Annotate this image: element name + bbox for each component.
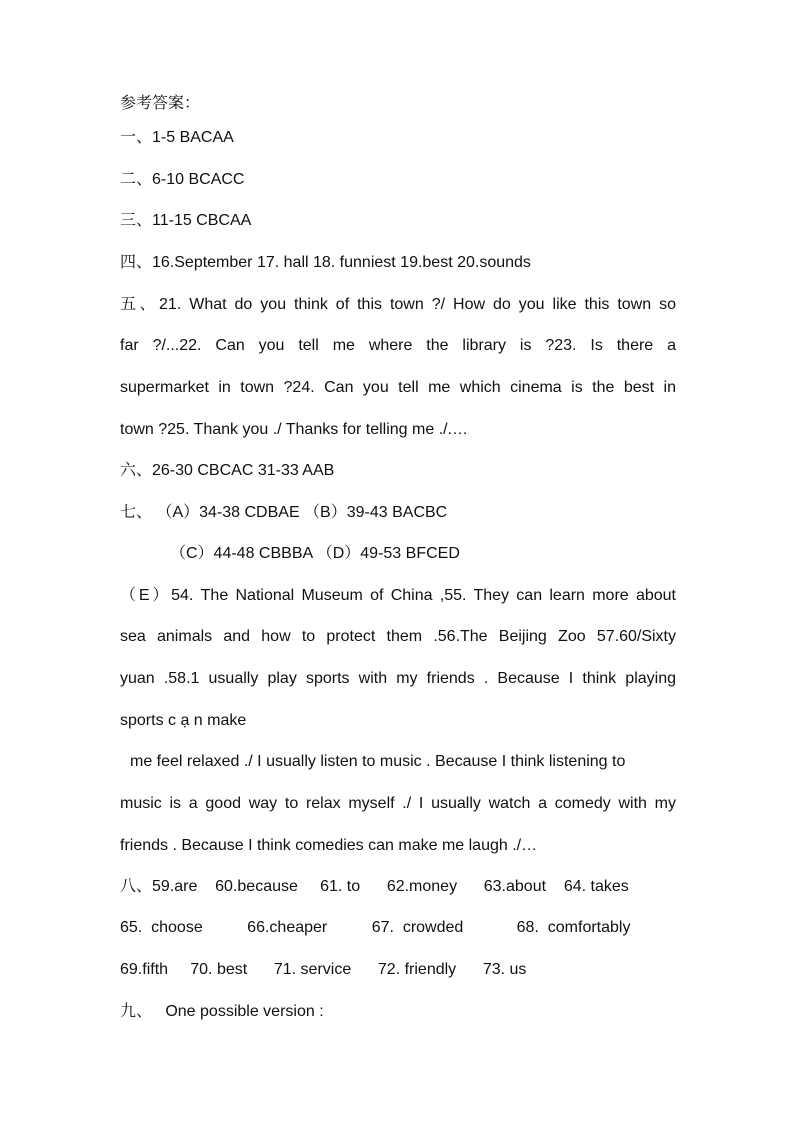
section-6-answers: 六、26-30 CBCAC 31-33 AAB <box>120 462 335 479</box>
section-7e-line-5: me feel relaxed ./ I usually listen to music . Because I think listening to <box>130 753 626 770</box>
section-7e-line-7: friends . Because I think comedies can make me laugh ./… <box>120 837 538 854</box>
section-9-heading: 九、 One possible version : <box>120 1003 324 1020</box>
section-7e-line-3: yuan .58.1 usually play sports with my friends . Because I think playing <box>120 670 676 687</box>
section-7-line-1: 七、 （A）34-38 CDBAE （B）39-43 BACBC <box>120 504 448 521</box>
section-7e-line-4: sports c ạ n make <box>120 712 247 729</box>
section-8-line-3: 69.fifth 70. best 71. service 72. friendly 73. us <box>120 961 527 978</box>
section-5-line-4: town ?25. Thank you ./ Thanks for telling me ./.… <box>120 421 469 438</box>
section-5-line-1: 五、21. What do you think of this town ?/ How do you like this town so <box>120 296 676 313</box>
section-1-answers: 一、1-5 BACAA <box>120 129 234 146</box>
section-7e-line-6: music is a good way to relax myself ./ I usually watch a comedy with my <box>120 795 676 812</box>
section-3-answers: 三、11-15 CBCAA <box>120 212 252 229</box>
section-5-line-2: far ?/...22. Can you tell me where the library is ?23. Is there a <box>120 337 676 354</box>
section-8-line-1: 八、59.are 60.because 61. to 62.money 63.about 64. takes <box>120 878 629 895</box>
section-7e-line-2: sea animals and how to protect them .56.The Beijing Zoo 57.60/Sixty <box>120 628 676 645</box>
section-5-line-3: supermarket in town ?24. Can you tell me which cinema is the best in <box>120 379 676 396</box>
page-heading: 参考答案： <box>120 95 201 112</box>
section-7-line-2: （C）44-48 CBBBA （D）49-53 BFCED <box>170 545 460 562</box>
section-2-answers: 二、6-10 BCACC <box>120 171 245 188</box>
section-4-answers: 四、16.September 17. hall 18. funniest 19.best 20.sounds <box>120 254 531 271</box>
section-8-line-2: 65. choose 66.cheaper 67. crowded 68. comfortably <box>120 919 631 936</box>
section-7e-line-1: （E）54. The National Museum of China ,55. They can learn more about <box>120 587 676 604</box>
